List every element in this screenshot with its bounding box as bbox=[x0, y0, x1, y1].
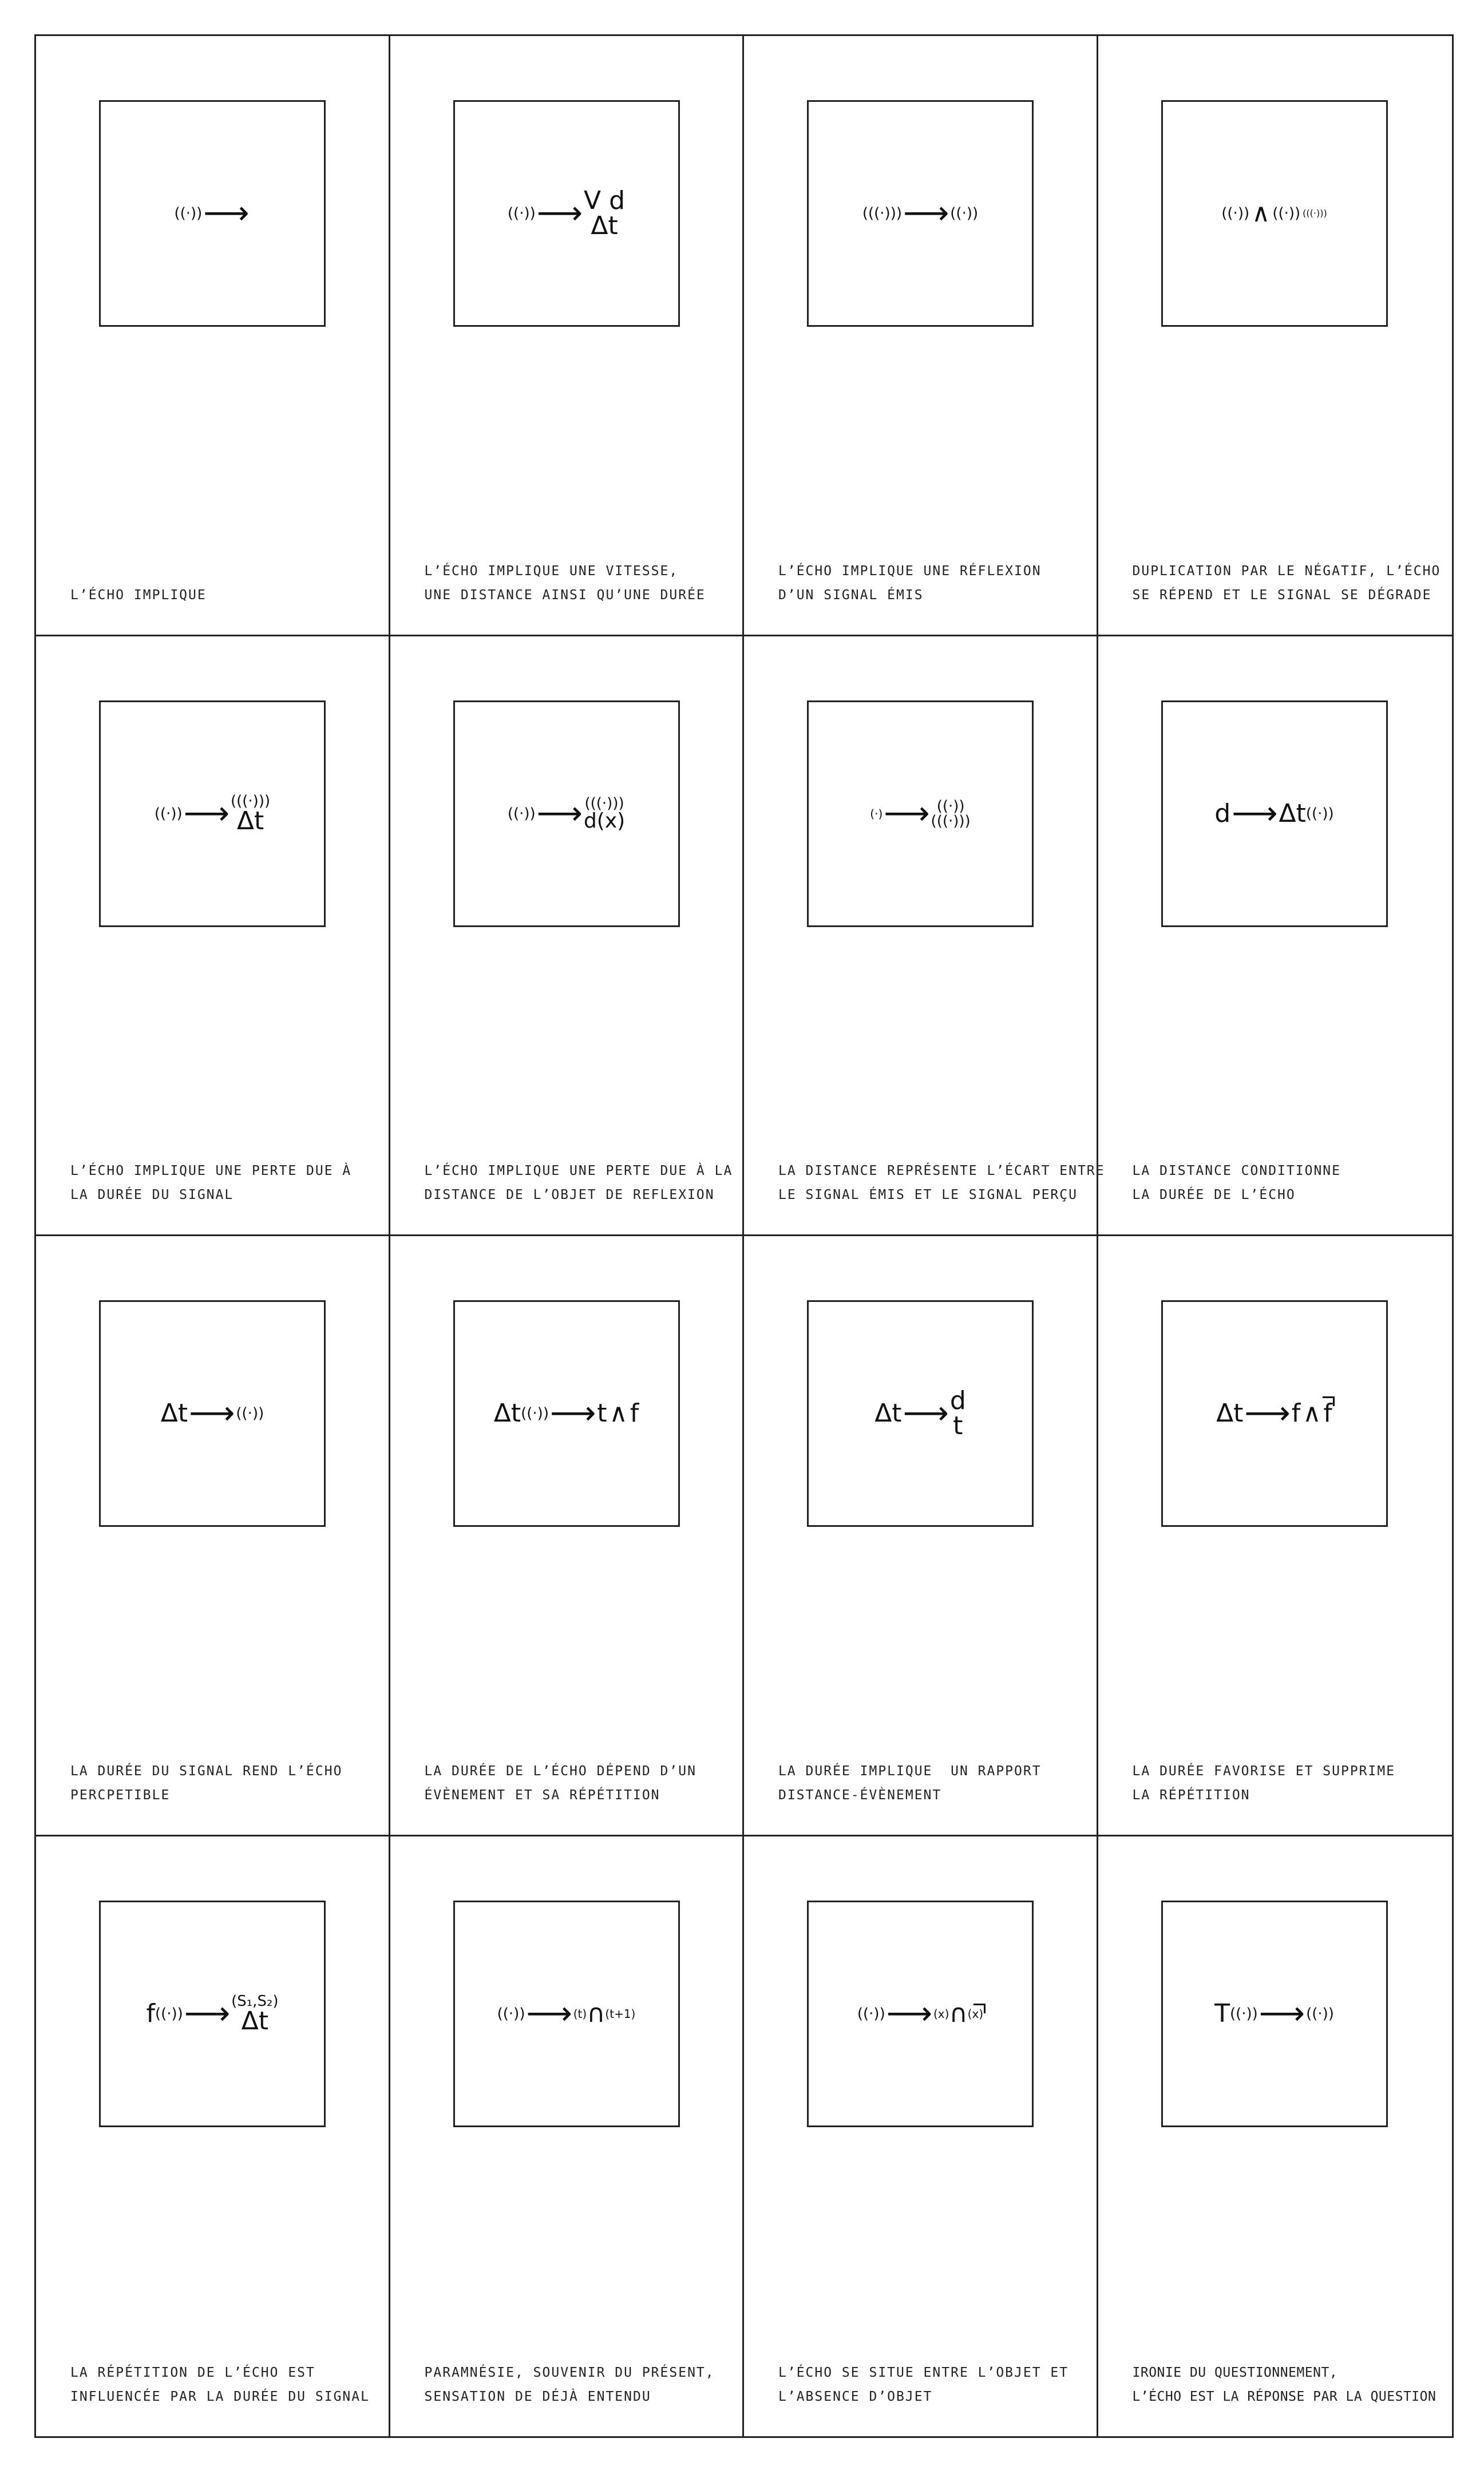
card-13 bbox=[36, 1836, 390, 2437]
card-caption: L’ÉCHO IMPLIQUE UNE PERTE DUE À LA DISTANCE DE L’OBJET DE REFLEXION bbox=[424, 1163, 733, 1202]
signal-symbol: ((·)) bbox=[1221, 205, 1250, 222]
delta-t-symbol: Δt bbox=[160, 1399, 188, 1428]
formula bbox=[874, 1388, 966, 1439]
card-caption: LA DURÉE DE L’ÉCHO DÉPEND D’UN ÉVÈNEMENT ET SA RÉPÉTITION bbox=[424, 1763, 697, 1803]
card-caption: LA DURÉE IMPLIQUE UN RAPPORT DISTANCE-ÉVÈNEMENT bbox=[778, 1763, 1042, 1803]
arrow-icon: ⟶ bbox=[203, 195, 250, 232]
formula bbox=[1216, 1395, 1332, 1432]
fraction: ((·)) (((·))) bbox=[931, 797, 971, 830]
signal-symbol: ((·)) bbox=[174, 205, 203, 222]
T-symbol: T bbox=[1214, 1998, 1230, 2028]
arrow-icon: ⟶ bbox=[189, 1395, 235, 1432]
card-caption: LA DISTANCE CONDITIONNE LA DURÉE DE L’ÉCHO bbox=[1132, 1163, 1341, 1202]
formula-box bbox=[453, 1901, 680, 2127]
and-symbol: ∧ bbox=[1252, 199, 1271, 228]
card-2 bbox=[390, 36, 745, 636]
card-12 bbox=[1098, 1236, 1453, 1836]
arrow-icon: ⟶ bbox=[1259, 1994, 1305, 2032]
cap-symbol: ∩ bbox=[949, 1998, 968, 2028]
signal-symbol: ((·)) bbox=[1229, 2005, 1258, 2022]
card-15 bbox=[744, 1836, 1098, 2437]
formula-box bbox=[807, 700, 1034, 927]
signal-symbol: ((·)) bbox=[497, 2005, 525, 2022]
formula bbox=[857, 1994, 984, 2032]
arrow-icon: ⟶ bbox=[536, 195, 583, 232]
formula bbox=[497, 1994, 636, 2032]
card-3 bbox=[744, 36, 1098, 636]
x-symbol: (x) bbox=[933, 2006, 949, 2021]
arrow-icon: ⟶ bbox=[884, 794, 930, 832]
arrow-icon: ⟶ bbox=[549, 1395, 596, 1432]
arrow-icon: ⟶ bbox=[1232, 794, 1278, 832]
formula-box bbox=[99, 700, 326, 927]
card-caption: L’ÉCHO IMPLIQUE UNE PERTE DUE À LA DURÉE DU SIGNAL bbox=[70, 1163, 352, 1202]
formula bbox=[174, 195, 250, 232]
formula-box bbox=[99, 1901, 326, 2127]
signal-symbol: ((·)) bbox=[1305, 805, 1334, 822]
fraction: (S₁,S₂) Δt bbox=[231, 1992, 279, 2036]
card-caption: L’ÉCHO IMPLIQUE UNE VITESSE, UNE DISTANCE AINSI QU’UNE DURÉE bbox=[424, 563, 706, 603]
signal-symbol: ((·)) bbox=[857, 2005, 885, 2022]
signal-symbol: ((·)) bbox=[521, 1405, 549, 1422]
signal-symbol: ((·)) bbox=[154, 805, 183, 822]
card-11 bbox=[744, 1236, 1098, 1836]
signal-symbol: ((·)) bbox=[155, 2005, 183, 2022]
card-grid bbox=[34, 34, 1454, 2438]
card-8 bbox=[1098, 636, 1453, 1237]
fraction: (((·))) d(x) bbox=[583, 794, 626, 833]
negated-f-symbol: f bbox=[1323, 1399, 1332, 1428]
card-10 bbox=[390, 1236, 745, 1836]
card-caption: L’ÉCHO IMPLIQUE bbox=[70, 587, 207, 603]
card-caption: LA DISTANCE REPRÉSENTE L’ÉCART ENTRE LE SIGNAL ÉMIS ET LE SIGNAL PERÇU bbox=[778, 1163, 1105, 1202]
and-symbol: ∧ bbox=[609, 1399, 628, 1428]
formula bbox=[160, 1395, 264, 1432]
formula bbox=[1214, 1994, 1334, 2032]
fraction: V d Δt bbox=[584, 186, 626, 240]
arrow-icon: ⟶ bbox=[903, 1395, 949, 1432]
formula bbox=[493, 1395, 639, 1432]
delta-t-symbol: Δt bbox=[493, 1399, 521, 1428]
formula bbox=[508, 796, 625, 832]
formula-box bbox=[1161, 100, 1388, 327]
formula-box bbox=[807, 100, 1034, 327]
arrow-icon: ⟶ bbox=[536, 794, 583, 832]
formula bbox=[870, 794, 971, 832]
formula bbox=[1214, 794, 1334, 832]
formula bbox=[862, 195, 979, 232]
arrow-icon: ⟶ bbox=[183, 794, 229, 832]
formula-box bbox=[807, 1300, 1034, 1527]
card-6 bbox=[390, 636, 745, 1237]
f-symbol: f bbox=[630, 1399, 639, 1428]
fraction: d t bbox=[949, 1386, 966, 1440]
arrow-icon: ⟶ bbox=[886, 1994, 932, 2032]
signal-symbol: ((·)) bbox=[1306, 2005, 1334, 2022]
card-caption: L’ÉCHO SE SITUE ENTRE L’OBJET ET L’ABSENCE D’OBJET bbox=[778, 2365, 1069, 2404]
card-caption: DUPLICATION PAR LE NÉGATIF, L’ÉCHO SE RÉPEND ET LE SIGNAL SE DÉGRADE bbox=[1132, 563, 1441, 603]
signal-symbol: ((·)) bbox=[507, 205, 536, 222]
card-16 bbox=[1098, 1836, 1453, 2437]
formula-box bbox=[453, 700, 680, 927]
formula bbox=[1221, 201, 1327, 226]
signal-big-symbol: (((·))) bbox=[862, 205, 902, 222]
card-14 bbox=[390, 1836, 745, 2437]
card-7 bbox=[744, 636, 1105, 1237]
card-caption: PARAMNÉSIE, SOUVENIR DU PRÉSENT, SENSATION DE DÉJÀ ENTENDU bbox=[424, 2365, 715, 2404]
formula-box bbox=[1161, 1901, 1388, 2127]
delta-t-symbol: Δt bbox=[874, 1399, 902, 1428]
card-5 bbox=[36, 636, 390, 1237]
formula-box bbox=[1161, 1300, 1388, 1527]
f-symbol: f bbox=[1291, 1399, 1301, 1428]
arrow-icon: ⟶ bbox=[526, 1994, 572, 2032]
delta-t-symbol: Δt bbox=[1216, 1399, 1244, 1428]
and-symbol: ∧ bbox=[1303, 1399, 1321, 1428]
t-paren-symbol: (t) bbox=[573, 2006, 587, 2021]
signal-symbol: ((·)) bbox=[507, 805, 536, 822]
formula bbox=[508, 188, 625, 239]
signal-symbol: ((·)) bbox=[950, 205, 979, 222]
card-caption: LA RÉPÉTITION DE L’ÉCHO EST INFLUENCÉE PAR LA DURÉE DU SIGNAL bbox=[70, 2365, 370, 2404]
t-symbol: t bbox=[597, 1399, 607, 1428]
delta-t-symbol: Δt bbox=[1279, 798, 1306, 828]
formula bbox=[146, 1994, 278, 2034]
formula-box bbox=[453, 100, 680, 327]
formula-box bbox=[453, 1300, 680, 1527]
formula bbox=[155, 794, 270, 834]
t-plus-symbol: (t+1) bbox=[605, 2006, 636, 2021]
formula-box bbox=[807, 1901, 1034, 2127]
formula-box bbox=[99, 100, 326, 327]
d-symbol: d bbox=[1214, 798, 1231, 828]
card-caption: LA DURÉE DU SIGNAL REND L’ÉCHO PERCPETIBLE bbox=[70, 1763, 343, 1803]
formula-box bbox=[1161, 700, 1388, 927]
signal-symbol: ((·)) bbox=[236, 1405, 264, 1422]
arrow-icon: ⟶ bbox=[1244, 1395, 1291, 1432]
signal-small-symbol: (·) bbox=[870, 806, 883, 821]
arrow-icon: ⟶ bbox=[903, 195, 949, 232]
signal-symbol: ((·)) bbox=[1272, 205, 1301, 222]
card-4 bbox=[1098, 36, 1453, 636]
tiny-signal-symbol: (((·))) bbox=[1303, 208, 1327, 219]
card-caption: IRONIE DU QUESTIONNEMENT, L’ÉCHO EST LA RÉPONSE PAR LA QUESTION bbox=[1132, 2365, 1436, 2404]
card-caption: L’ÉCHO IMPLIQUE UNE RÉFLEXION D’UN SIGNAL ÉMIS bbox=[778, 563, 1042, 603]
arrow-icon: ⟶ bbox=[184, 1994, 231, 2032]
cap-symbol: ∩ bbox=[587, 1998, 606, 2028]
card-caption: LA DURÉE FAVORISE ET SUPPRIME LA RÉPÉTITION bbox=[1132, 1763, 1396, 1803]
f-symbol: f bbox=[146, 1998, 155, 2028]
card-1 bbox=[36, 36, 390, 636]
formula-box bbox=[99, 1300, 326, 1527]
fraction: (((·))) Δt bbox=[230, 792, 271, 836]
card-9 bbox=[36, 1236, 390, 1836]
negated-x-symbol: (x) bbox=[967, 2006, 984, 2021]
